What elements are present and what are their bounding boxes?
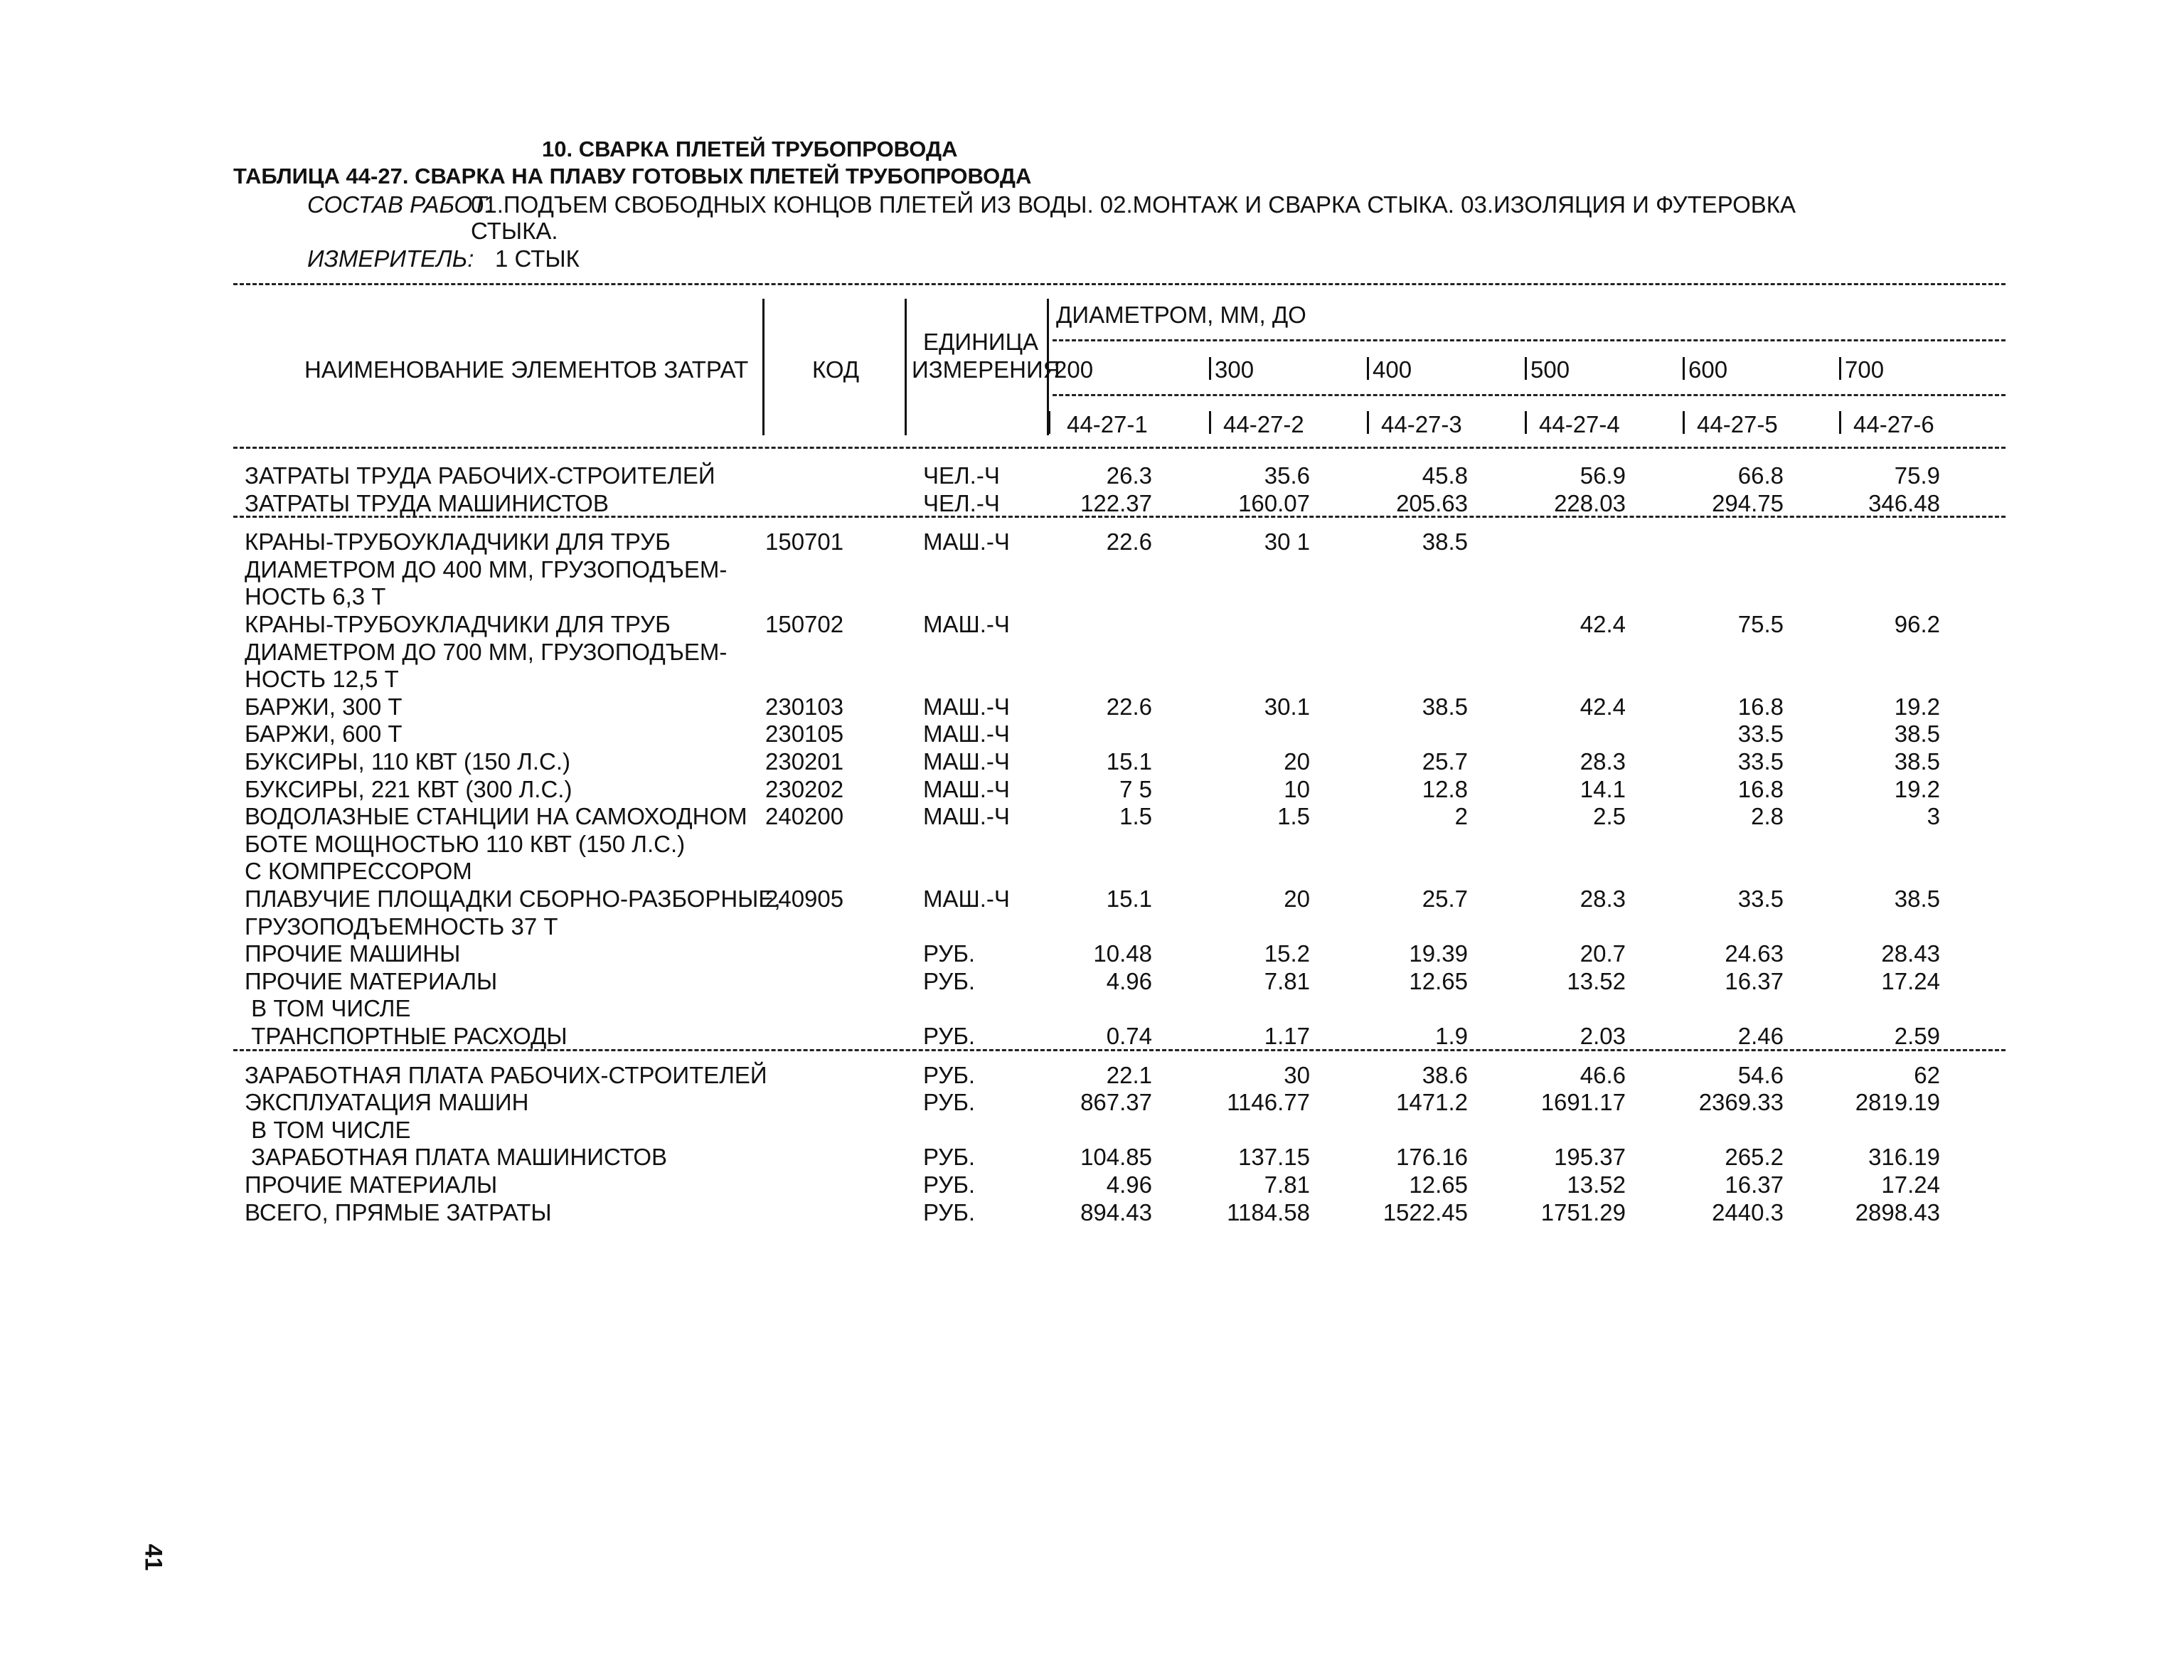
table-code: 44-27-6 bbox=[1853, 411, 1934, 437]
row-value: 1522.45 bbox=[1383, 1198, 1468, 1226]
row-value: 137.15 bbox=[1238, 1144, 1310, 1171]
header-bottom-rule bbox=[233, 447, 2005, 449]
row-value: 35.6 bbox=[1264, 462, 1310, 489]
column-separator bbox=[1683, 357, 1685, 380]
row-value: 16.37 bbox=[1725, 967, 1784, 994]
row-value: 13.52 bbox=[1567, 967, 1626, 994]
row-name: КРАНЫ-ТРУБОУКЛАДЧИКИ ДЛЯ ТРУБ bbox=[245, 528, 671, 555]
row-value: 867.37 bbox=[1080, 1089, 1152, 1116]
row-value: 30 1 bbox=[1264, 528, 1310, 555]
row-value: 10 bbox=[1284, 775, 1310, 802]
name-header: НАИМЕНОВАНИЕ ЭЛЕМЕНТОВ ЗАТРАТ bbox=[304, 356, 749, 383]
measure-label: ИЗМЕРИТЕЛЬ: bbox=[307, 245, 474, 272]
row-value: 195.37 bbox=[1554, 1144, 1626, 1171]
table-code: 44-27-5 bbox=[1697, 411, 1778, 437]
row-value: 2.5 bbox=[1593, 803, 1626, 830]
row-value: 2.59 bbox=[1894, 1023, 1940, 1049]
row-value: 16.8 bbox=[1737, 775, 1784, 802]
row-value: 56.9 bbox=[1580, 462, 1626, 489]
row-value: 2.03 bbox=[1580, 1023, 1626, 1049]
row-value: 20 bbox=[1284, 886, 1310, 912]
section-title: 10. СВАРКА ПЛЕТЕЙ ТРУБОПРОВОДА bbox=[542, 137, 958, 161]
subheader-rule bbox=[1053, 394, 2005, 396]
row-value: 7.81 bbox=[1264, 967, 1310, 994]
row-value: 205.63 bbox=[1396, 489, 1468, 516]
row-name: В ТОМ ЧИСЛЕ bbox=[245, 995, 411, 1022]
row-value: 294.75 bbox=[1712, 489, 1784, 516]
row-value: 15.1 bbox=[1106, 886, 1152, 912]
row-value: 17.24 bbox=[1881, 1171, 1940, 1198]
row-unit: РУБ. bbox=[923, 1089, 976, 1116]
table-code: 44-27-3 bbox=[1381, 411, 1462, 437]
row-code: 230105 bbox=[765, 721, 844, 748]
row-value: 38.5 bbox=[1422, 528, 1468, 555]
row-name: ПРОЧИЕ МАТЕРИАЛЫ bbox=[245, 967, 498, 994]
row-value: 1691.17 bbox=[1540, 1089, 1626, 1116]
section-divider bbox=[233, 1049, 2005, 1051]
row-name: ЗАРАБОТНАЯ ПЛАТА МАШИНИСТОВ bbox=[245, 1144, 668, 1171]
composition-text-cont: СТЫКА. bbox=[471, 218, 558, 244]
row-value: 20 bbox=[1284, 748, 1310, 775]
row-value: 176.16 bbox=[1396, 1144, 1468, 1171]
row-name: ЗАТРАТЫ ТРУДА МАШИНИСТОВ bbox=[245, 489, 609, 516]
row-unit: МАШ.-Ч bbox=[923, 693, 1010, 720]
row-name: ВСЕГО, ПРЯМЫЕ ЗАТРАТЫ bbox=[245, 1198, 552, 1226]
row-unit: МАШ.-Ч bbox=[923, 775, 1010, 802]
table-title: ТАБЛИЦА 44-27. СВАРКА НА ПЛАВУ ГОТОВЫХ ПЛЕТЕЙ ТРУБОПРОВОДА bbox=[233, 164, 1032, 188]
row-unit: ЧЕЛ.-Ч bbox=[923, 489, 1000, 516]
row-value: 19.2 bbox=[1894, 775, 1940, 802]
row-value: 25.7 bbox=[1422, 748, 1468, 775]
row-name: ГРУЗОПОДЪЕМНОСТЬ 37 Т bbox=[245, 913, 558, 940]
row-value: 2819.19 bbox=[1855, 1089, 1940, 1116]
column-separator bbox=[1209, 357, 1211, 380]
row-name: ТРАНСПОРТНЫЕ РАСХОДЫ bbox=[245, 1023, 568, 1049]
row-value: 12.65 bbox=[1409, 1171, 1468, 1198]
row-value: 2 bbox=[1454, 803, 1468, 830]
row-value: 33.5 bbox=[1737, 748, 1784, 775]
row-value: 1.5 bbox=[1277, 803, 1310, 830]
row-value: 7 5 bbox=[1119, 775, 1152, 802]
row-name: С КОМПРЕССОРОМ bbox=[245, 858, 472, 885]
row-code: 230201 bbox=[765, 748, 844, 775]
row-value: 4.96 bbox=[1106, 1171, 1152, 1198]
page-number: 41 bbox=[139, 1543, 167, 1571]
row-value: 54.6 bbox=[1737, 1061, 1784, 1088]
row-name: ВОДОЛАЗНЫЕ СТАНЦИИ НА САМОХОДНОМ bbox=[245, 803, 747, 830]
row-value: 26.3 bbox=[1106, 462, 1152, 489]
row-value: 19.2 bbox=[1894, 693, 1940, 720]
column-separator bbox=[1048, 411, 1050, 434]
row-value: 346.48 bbox=[1868, 489, 1940, 516]
row-unit: РУБ. bbox=[923, 1061, 976, 1088]
row-name: ПРОЧИЕ МАШИНЫ bbox=[245, 940, 461, 967]
row-name: ЗАРАБОТНАЯ ПЛАТА РАБОЧИХ-СТРОИТЕЛЕЙ bbox=[245, 1061, 767, 1088]
row-value: 25.7 bbox=[1422, 886, 1468, 912]
row-value: 42.4 bbox=[1580, 693, 1626, 720]
row-name: БОТЕ МОЩНОСТЬЮ 110 КВТ (150 Л.С.) bbox=[245, 830, 686, 857]
row-value: 75.9 bbox=[1894, 462, 1940, 489]
row-unit: МАШ.-Ч bbox=[923, 748, 1010, 775]
measure-value: 1 СТЫК bbox=[495, 245, 580, 272]
row-value: 38.5 bbox=[1422, 693, 1468, 720]
row-value: 1.17 bbox=[1264, 1023, 1310, 1049]
row-unit: РУБ. bbox=[923, 1144, 976, 1171]
row-value: 12.65 bbox=[1409, 967, 1468, 994]
row-value: 316.19 bbox=[1868, 1144, 1940, 1171]
row-unit: ЧЕЛ.-Ч bbox=[923, 462, 1000, 489]
row-value: 1.5 bbox=[1119, 803, 1152, 830]
row-value: 16.8 bbox=[1737, 693, 1784, 720]
row-unit: РУБ. bbox=[923, 1171, 976, 1198]
row-value: 75.5 bbox=[1737, 611, 1784, 637]
row-value: 62 bbox=[1914, 1061, 1940, 1088]
row-value: 20.7 bbox=[1580, 940, 1626, 967]
column-separator bbox=[1839, 411, 1841, 434]
row-name: БАРЖИ, 300 Т bbox=[245, 693, 403, 720]
row-name: ЗАТРАТЫ ТРУДА РАБОЧИХ-СТРОИТЕЛЕЙ bbox=[245, 462, 715, 489]
row-unit: МАШ.-Ч bbox=[923, 721, 1010, 748]
row-name: В ТОМ ЧИСЛЕ bbox=[245, 1116, 411, 1143]
column-separator bbox=[1367, 411, 1369, 434]
row-unit: РУБ. bbox=[923, 1023, 976, 1049]
row-unit: РУБ. bbox=[923, 1198, 976, 1226]
row-value: 13.52 bbox=[1567, 1171, 1626, 1198]
row-value: 42.4 bbox=[1580, 611, 1626, 637]
row-code: 150702 bbox=[765, 611, 844, 637]
column-separator bbox=[1525, 357, 1527, 380]
row-value: 33.5 bbox=[1737, 886, 1784, 912]
row-unit: РУБ. bbox=[923, 967, 976, 994]
row-value: 0.74 bbox=[1106, 1023, 1152, 1049]
row-value: 228.03 bbox=[1554, 489, 1626, 516]
row-value: 4.96 bbox=[1106, 967, 1152, 994]
code-header: КОД bbox=[812, 356, 860, 383]
row-value: 104.85 bbox=[1080, 1144, 1152, 1171]
row-value: 15.2 bbox=[1264, 940, 1310, 967]
row-code: 230103 bbox=[765, 693, 844, 720]
row-value: 28.3 bbox=[1580, 748, 1626, 775]
row-value: 2898.43 bbox=[1855, 1198, 1940, 1226]
row-name: ПЛАВУЧИЕ ПЛОЩАДКИ СБОРНО-РАЗБОРНЫЕ, bbox=[245, 886, 781, 912]
row-code: 240905 bbox=[765, 886, 844, 912]
row-code: 230202 bbox=[765, 775, 844, 802]
row-name: НОСТЬ 6,3 Т bbox=[245, 583, 386, 610]
row-value: 22.1 bbox=[1106, 1061, 1152, 1088]
diameter-rule bbox=[1053, 339, 2005, 341]
row-code: 150701 bbox=[765, 528, 844, 555]
row-value: 1.9 bbox=[1435, 1023, 1468, 1049]
row-value: 22.6 bbox=[1106, 528, 1152, 555]
row-value: 3 bbox=[1927, 803, 1940, 830]
row-value: 28.3 bbox=[1580, 886, 1626, 912]
diameter-value: 500 bbox=[1530, 356, 1570, 383]
diameter-value: 200 bbox=[1054, 356, 1094, 383]
row-value: 7.81 bbox=[1264, 1171, 1310, 1198]
row-name: ДИАМЕТРОМ ДО 700 ММ, ГРУЗОПОДЪЕМ- bbox=[245, 638, 728, 665]
row-value: 38.5 bbox=[1894, 886, 1940, 912]
row-value: 1751.29 bbox=[1540, 1198, 1626, 1226]
table-code: 44-27-2 bbox=[1223, 411, 1304, 437]
row-value: 45.8 bbox=[1422, 462, 1468, 489]
row-unit: МАШ.-Ч bbox=[923, 886, 1010, 912]
unit-header-cont: ИЗМЕРЕНИЯ bbox=[912, 356, 1060, 383]
row-value: 38.5 bbox=[1894, 721, 1940, 748]
row-value: 14.1 bbox=[1580, 775, 1626, 802]
row-value: 38.5 bbox=[1894, 748, 1940, 775]
row-value: 12.8 bbox=[1422, 775, 1468, 802]
column-separator bbox=[905, 299, 907, 435]
row-value: 2.8 bbox=[1751, 803, 1784, 830]
column-separator bbox=[1209, 411, 1211, 434]
row-value: 17.24 bbox=[1881, 967, 1940, 994]
composition-label: СОСТАВ РАБОТ: bbox=[307, 191, 493, 218]
row-value: 46.6 bbox=[1580, 1061, 1626, 1088]
row-name: ЭКСПЛУАТАЦИЯ МАШИН bbox=[245, 1089, 529, 1116]
row-value: 10.48 bbox=[1093, 940, 1152, 967]
row-value: 160.07 bbox=[1238, 489, 1310, 516]
row-name: БУКСИРЫ, 110 КВТ (150 Л.С.) bbox=[245, 748, 570, 775]
row-name: БАРЖИ, 600 Т bbox=[245, 721, 403, 748]
unit-header: ЕДИНИЦА bbox=[923, 329, 1039, 355]
row-value: 15.1 bbox=[1106, 748, 1152, 775]
row-value: 2.46 bbox=[1737, 1023, 1784, 1049]
row-name: ДИАМЕТРОМ ДО 400 ММ, ГРУЗОПОДЪЕМ- bbox=[245, 555, 728, 583]
table-code: 44-27-1 bbox=[1067, 411, 1148, 437]
row-code: 240200 bbox=[765, 803, 844, 830]
row-name: БУКСИРЫ, 221 КВТ (300 Л.С.) bbox=[245, 775, 572, 802]
row-value: 38.6 bbox=[1422, 1061, 1468, 1088]
diameter-value: 300 bbox=[1215, 356, 1255, 383]
column-separator bbox=[1525, 411, 1527, 434]
row-value: 2440.3 bbox=[1712, 1198, 1784, 1226]
column-separator bbox=[1367, 357, 1369, 380]
row-unit: МАШ.-Ч bbox=[923, 611, 1010, 637]
row-value: 22.6 bbox=[1106, 693, 1152, 720]
row-value: 1146.77 bbox=[1227, 1089, 1310, 1116]
row-value: 265.2 bbox=[1725, 1144, 1784, 1171]
row-value: 19.39 bbox=[1409, 940, 1468, 967]
column-separator bbox=[1683, 411, 1685, 434]
diameter-value: 400 bbox=[1373, 356, 1412, 383]
column-separator bbox=[762, 299, 765, 435]
table-code: 44-27-4 bbox=[1539, 411, 1620, 437]
row-value: 122.37 bbox=[1080, 489, 1152, 516]
row-value: 30 bbox=[1284, 1061, 1310, 1088]
row-value: 2369.33 bbox=[1698, 1089, 1784, 1116]
row-name: КРАНЫ-ТРУБОУКЛАДЧИКИ ДЛЯ ТРУБ bbox=[245, 611, 671, 637]
row-unit: РУБ. bbox=[923, 940, 976, 967]
diameter-value: 600 bbox=[1688, 356, 1728, 383]
row-value: 1184.58 bbox=[1227, 1198, 1310, 1226]
row-value: 96.2 bbox=[1894, 611, 1940, 637]
column-separator bbox=[1839, 357, 1841, 380]
row-value: 16.37 bbox=[1725, 1171, 1784, 1198]
table-top-rule bbox=[233, 283, 2005, 285]
composition-text: 01.ПОДЪЕМ СВОБОДНЫХ КОНЦОВ ПЛЕТЕЙ ИЗ ВОДЫ. 02.МОНТАЖ И СВАРКА СТЫКА. 03.ИЗОЛЯЦИЯ И ФУТЕРОВКА bbox=[471, 191, 1796, 218]
row-value: 1471.2 bbox=[1396, 1089, 1468, 1116]
row-value: 66.8 bbox=[1737, 462, 1784, 489]
section-divider bbox=[233, 516, 2005, 518]
row-value: 30.1 bbox=[1264, 693, 1310, 720]
row-value: 24.63 bbox=[1725, 940, 1784, 967]
row-value: 33.5 bbox=[1737, 721, 1784, 748]
row-value: 28.43 bbox=[1881, 940, 1940, 967]
row-name: ПРОЧИЕ МАТЕРИАЛЫ bbox=[245, 1171, 498, 1198]
diameter-header: ДИАМЕТРОМ, ММ, ДО bbox=[1056, 302, 1306, 328]
row-value: 894.43 bbox=[1080, 1198, 1152, 1226]
row-unit: МАШ.-Ч bbox=[923, 803, 1010, 830]
row-unit: МАШ.-Ч bbox=[923, 528, 1010, 555]
row-name: НОСТЬ 12,5 Т bbox=[245, 666, 399, 693]
diameter-value: 700 bbox=[1845, 356, 1885, 383]
